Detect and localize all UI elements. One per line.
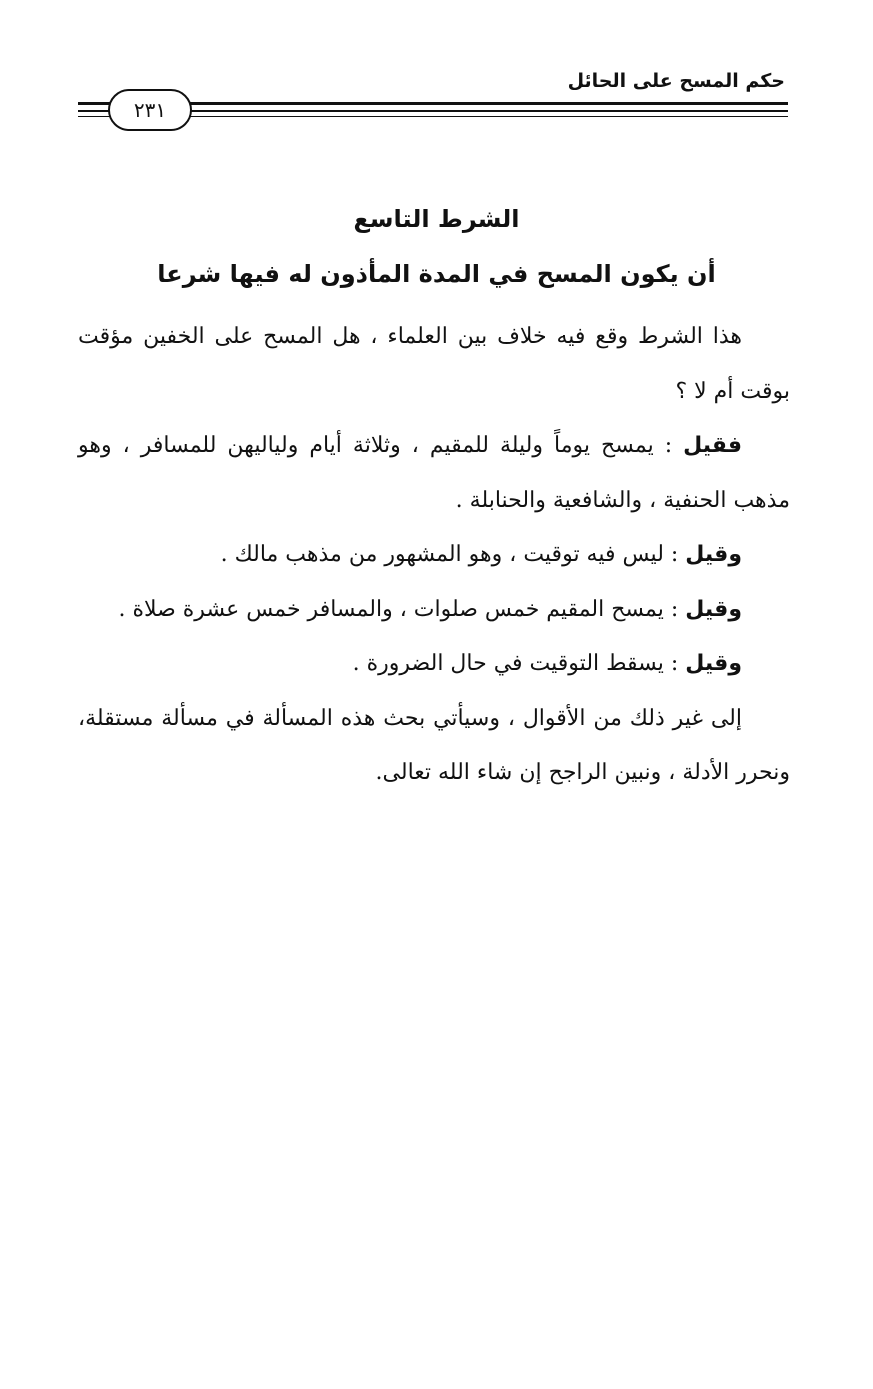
paragraph-conclusion (78, 692, 790, 801)
paragraph-text: هذا الشرط وقع فيه خلاف بين العلماء ، هل المسح على الخفين مؤقت بوقت أم لا ؟ (78, 324, 790, 404)
paragraph-intro (78, 310, 790, 419)
paragraph-text: إلى غير ذلك من الأقوال ، وسيأتي بحث هذه المسألة في مسألة مستقلة، ونحرر الأدلة ، ونبين الراجح إن شاء الله تعالى. (78, 705, 790, 785)
paragraph-opinion-2 (78, 528, 790, 583)
running-title: حكم المسح على الحائل (567, 70, 785, 92)
paragraph-text: : يسقط التوقيت في حال الضرورة . (352, 651, 686, 676)
page-number: ٢٣١ (108, 89, 192, 131)
paragraph-text: : يمسح المقيم خمس صلوات ، والمسافر خمس عشرة صلاة . (118, 596, 686, 622)
body-text (78, 310, 790, 801)
section-title: الشرط التاسع (353, 205, 520, 233)
paragraph-opinion-1 (78, 419, 790, 528)
paragraph-lead: وقيل (685, 596, 742, 622)
paragraph-lead: فقيل (683, 433, 742, 458)
paragraph-text: : ليس فيه توقيت ، وهو المشهور من مذهب مالك . (220, 542, 686, 567)
section-subtitle: أن يكون المسح في المدة المأذون له فيها شرعا (157, 260, 716, 288)
paragraph-lead: وقيل (685, 542, 742, 567)
paragraph-opinion-3 (78, 583, 790, 638)
paragraph-text: : يمسح يوماً وليلة للمقيم ، وثلاثة أيام ولياليهن للمسافر ، وهو مذهب الحنفية ، والشافعية والحنابلة . (78, 433, 790, 513)
paragraph-opinion-4 (78, 637, 790, 692)
paragraph-lead: وقيل (685, 651, 742, 676)
